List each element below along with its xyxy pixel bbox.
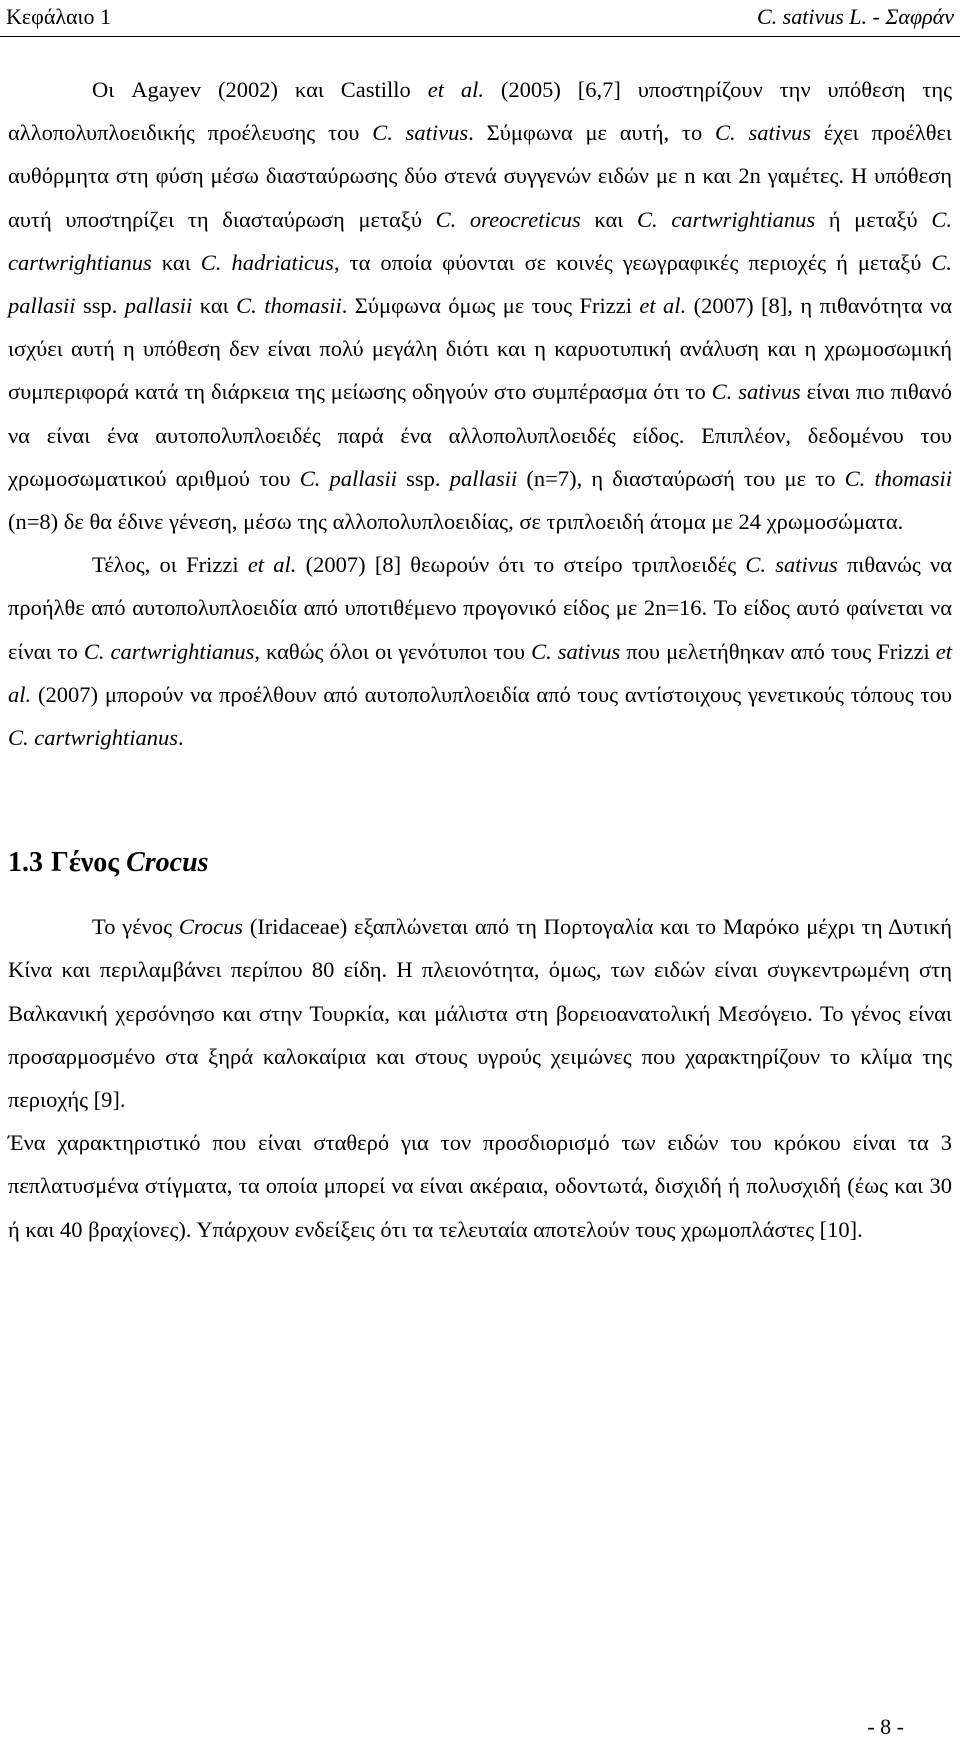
header-divider: [0, 36, 960, 37]
paragraph-crocus-distribution: Το γένος Crocus (Iridaceae) εξαπλώνεται από τη Πορτογαλία και το Μαρόκο μέχρι τη Δυτική Κίνα και περιλαμβάνει περίπου 80 είδη. Η πλειονότητα, όμως, των ειδών είναι συγκεντρωμένη στη Βαλκανική χερσόνησο και στην Τουρκία, και μάλιστα στη βορειοανατολική Μεσόγειο. Το γένος είναι προσαρμοσμένο στα ξηρά καλοκαίρια και στους υγρούς χειμώνες που χαρακτηρίζουν το κλίμα της περιοχής [9].: [8, 914, 952, 1113]
section-number: 1.3: [8, 847, 43, 879]
paragraph-hybrid-origin: Οι Agayev (2002) και Castillo et al. (2005) [6,7] υποστηρίζουν την υπόθεση της αλλοπολυπλοειδικής προέλευσης του C. sativus. Σύμφωνα με αυτή, το C. sativus έχει προέλθει αυθόρμητα στη φύση μέσω διασταύρωσης δύο στενά συγγενών ειδών με n και 2n γαμέτες. Η υπόθεση αυτή υποστηρίζει τη διασταύρωση μεταξύ C. oreocreticus και C. cartwrightianus ή μεταξύ C. cartwrightianus και C. hadriaticus, τα οποία φύονται σε κοινές γεωγραφικές περιοχές ή μεταξύ C. pallasii ssp. pallasii και C. thomasii. Σύμφωνα όμως με τους Frizzi et al. (2007) [8], η πιθανότητα να ισχύει αυτή η υπόθεση δεν είναι πολύ μεγάλη διότι και η καρυοτυπική ανάλυση και η χρωμοσωμική συμπεριφορά κατά τη διάρκεια της μείωσης οδηγούν στο συμπέρασμα ότι το C. sativus είναι πιο πιθανό να είναι ένα αυτοπολυπλοειδές παρά ένα αλλοπολυπλοειδές είδος. Επιπλέον, δεδομένου του χρωμοσωματικού αριθμού του C. pallasii ssp. pallasii (n=7), η διασταύρωσή του με το C. thomasii (n=8) δε θα έδινε γένεση, μέσω της αλλοπολυπλοειδίας, σε τριπλοειδή άτομα με 24 χρωμοσώματα.: [8, 77, 953, 535]
paragraph-autopolyploid-origin: Τέλος, οι Frizzi et al. (2007) [8] θεωρούν ότι το στείρο τριπλοειδές C. sativus πιθανώς να προήλθε από αυτοπολυπλοειδία από υποτιθέμενο προγονικό είδος με 2n=16. Το είδος αυτό φαίνεται να είναι το C. cartwrightianus, καθώς όλοι οι γενότυποι του C. sativus που μελετήθηκαν από τους Frizzi et al. (2007) μπορούν να προέλθουν από αυτοπολυπλοειδία από τους αντίστοιχους γενετικούς τόπους του C. cartwrightianus.: [8, 552, 953, 751]
section-title: Γένος: [51, 847, 127, 879]
document-body: [8, 68, 952, 1251]
running-header: [0, 0, 960, 34]
section-title-genus: Crocus: [126, 847, 209, 879]
chapter-label: Κεφάλαιο 1: [6, 4, 111, 29]
page-number: - 8 -: [867, 1714, 904, 1739]
section-heading: [8, 843, 952, 883]
running-title: C. sativus L. - Σαφράν: [756, 4, 954, 29]
paragraph-crocus-stigmas: Ένα χαρακτηριστικό που είναι σταθερό για τον προσδιορισμό των ειδών του κρόκου είναι τα 3 πεπλατυσμένα στίγματα, τα οποία μπορεί να είναι ακέραια, οδοντωτά, δισχιδή ή πολυσχιδή (έως και 30 ή και 40 βραχίονες). Υπάρχουν ενδείξεις ότι τα τελευταία αποτελούν τους χρωμοπλάστες [10].: [8, 1130, 952, 1242]
